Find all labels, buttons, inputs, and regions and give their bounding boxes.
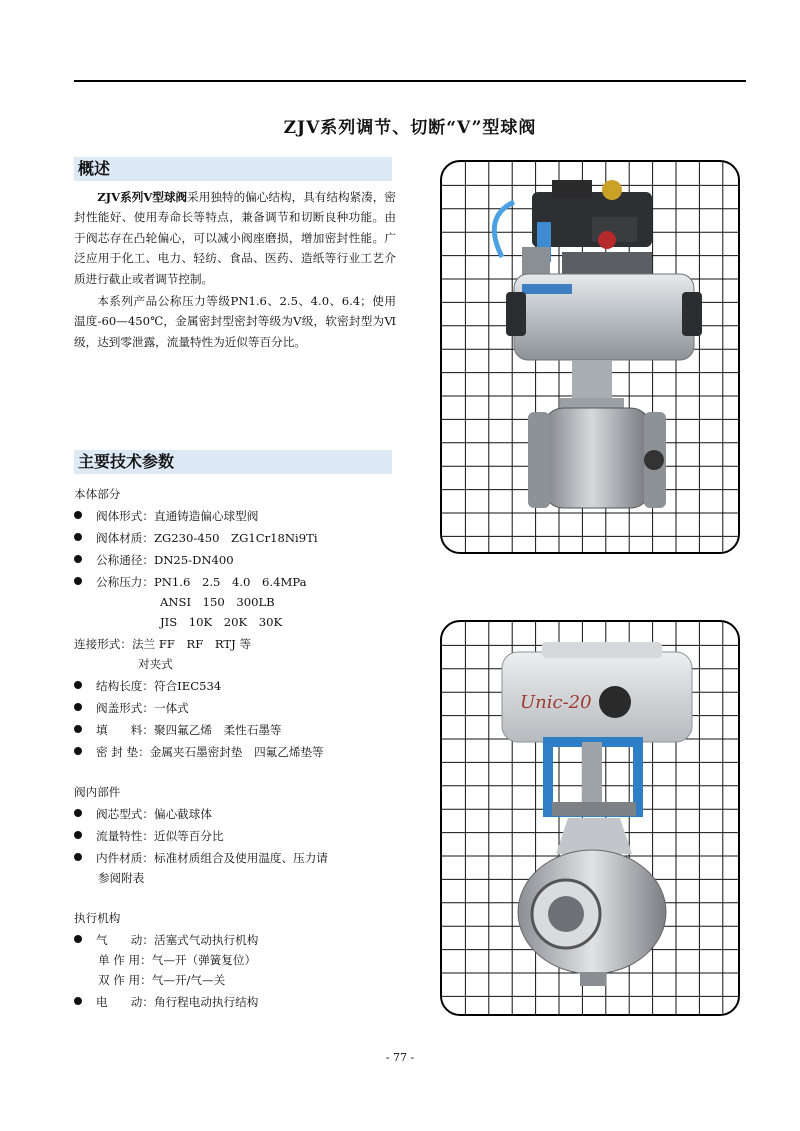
spec-body-form: 阀体形式：直通铸造偏心球型阀: [96, 509, 259, 523]
bullet-icon: [74, 853, 82, 861]
bullet-icon: [74, 533, 82, 541]
bullet-icon: [74, 831, 82, 839]
spec-core-type: 阀芯型式：偏心截球体: [96, 807, 212, 821]
top-rule: [74, 80, 746, 82]
spec-double-acting: 双 作 用：气—开/气—关: [98, 973, 226, 987]
bullet-icon: [74, 577, 82, 585]
list-item: [74, 678, 221, 694]
bullet-icon: [74, 809, 82, 817]
spec-pressure-jis: JIS 10K 20K 30K: [160, 615, 283, 629]
spec-trim-material: 内件材质：标准材质组合及使用温度、压力请: [96, 851, 328, 865]
page-number: - 77 -: [385, 1051, 415, 1064]
list-item: [74, 722, 282, 738]
actuator-section-title: 执行机构: [74, 911, 121, 925]
overview-paragraph-1: [74, 187, 396, 289]
spec-packing: 填 料：聚四氟乙烯 柔性石墨等: [96, 723, 282, 737]
bullet-icon: [74, 703, 82, 711]
overview-text-1: 采用独特的偏心结构，具有结构紧凑，密封性能好、使用寿命长等特点，兼备调节和切断良种功能。由于阀芯存在凸轮偏心，可以减小阀座磨损，增加密封性能。广泛应用于化工、电力、轻纺、食品、医药、造纸等行业工艺介质进行截止或者调节控制。: [74, 190, 396, 286]
list-item: [74, 850, 328, 866]
list-item: [74, 552, 234, 568]
spec-connection-2: 对夹式: [138, 657, 173, 671]
bullet-icon: [74, 747, 82, 755]
spec-length: 结构长度：符合IEC534: [96, 679, 222, 693]
specs-heading: 主要技术参数: [74, 450, 392, 474]
list-item: [74, 932, 258, 948]
bullet-icon: [74, 935, 82, 943]
spec-pneumatic: 气 动：活塞式气动执行机构: [96, 933, 259, 947]
page-title: ZJV系列调节、切断“V”型球阀: [283, 118, 537, 138]
spec-trim-material-2: 参阅附表: [98, 871, 145, 885]
list-item: [74, 994, 258, 1010]
overview-paragraph-2: 本系列产品公称压力等级PN1.6、2.5、4.0、6.4；使用温度-60—450℃，金属密封型密封等级为Ⅴ级，软密封型为Ⅵ级，达到零泄露，流量特性为近似等百分比。: [74, 294, 396, 349]
spec-connection: 连接形式：法兰 FF RF RTJ 等: [74, 637, 252, 651]
list-item: [74, 700, 189, 716]
internals-section-title: 阀内部件: [74, 785, 121, 799]
body-section-title: 本体部分: [74, 487, 121, 501]
list-item: [74, 530, 318, 546]
bullet-icon: [74, 997, 82, 1005]
actuator-brand-label: Unic-20: [520, 692, 592, 713]
spec-pressure-ansi: ANSI 150 300LB: [160, 595, 275, 609]
spec-nominal-pressure: 公称压力：PN1.6 2.5 4.0 6.4MPa: [96, 575, 307, 589]
spec-bonnet: 阀盖形式：一体式: [96, 701, 189, 715]
list-item: [74, 828, 224, 844]
spec-flow-characteristic: 流量特性：近似等百分比: [96, 829, 224, 843]
spec-nominal-size: 公称通径：DN25-DN400: [96, 553, 234, 567]
list-item: [74, 806, 212, 822]
pneumatic-valve-photo: [440, 160, 740, 554]
bullet-icon: [74, 511, 82, 519]
list-item: [74, 744, 324, 760]
overview-heading: 概述: [74, 157, 392, 181]
bullet-icon: [74, 555, 82, 563]
list-item: [74, 508, 258, 524]
spec-gasket: 密 封 垫：金属夹石墨密封垫 四氟乙烯垫等: [96, 745, 324, 759]
bullet-icon: [74, 725, 82, 733]
list-item: [74, 574, 307, 590]
electric-valve-photo: [440, 620, 740, 1016]
spec-single-acting: 单 作 用：气—开（弹簧复位）: [98, 953, 257, 967]
spec-body-material: 阀体材质：ZG230-450 ZG1Cr18Ni9Ti: [96, 531, 318, 545]
spec-electric: 电 动：角行程电动执行结构: [96, 995, 259, 1009]
overview-lead: ZJV系列V型球阀: [97, 190, 188, 204]
bullet-icon: [74, 681, 82, 689]
